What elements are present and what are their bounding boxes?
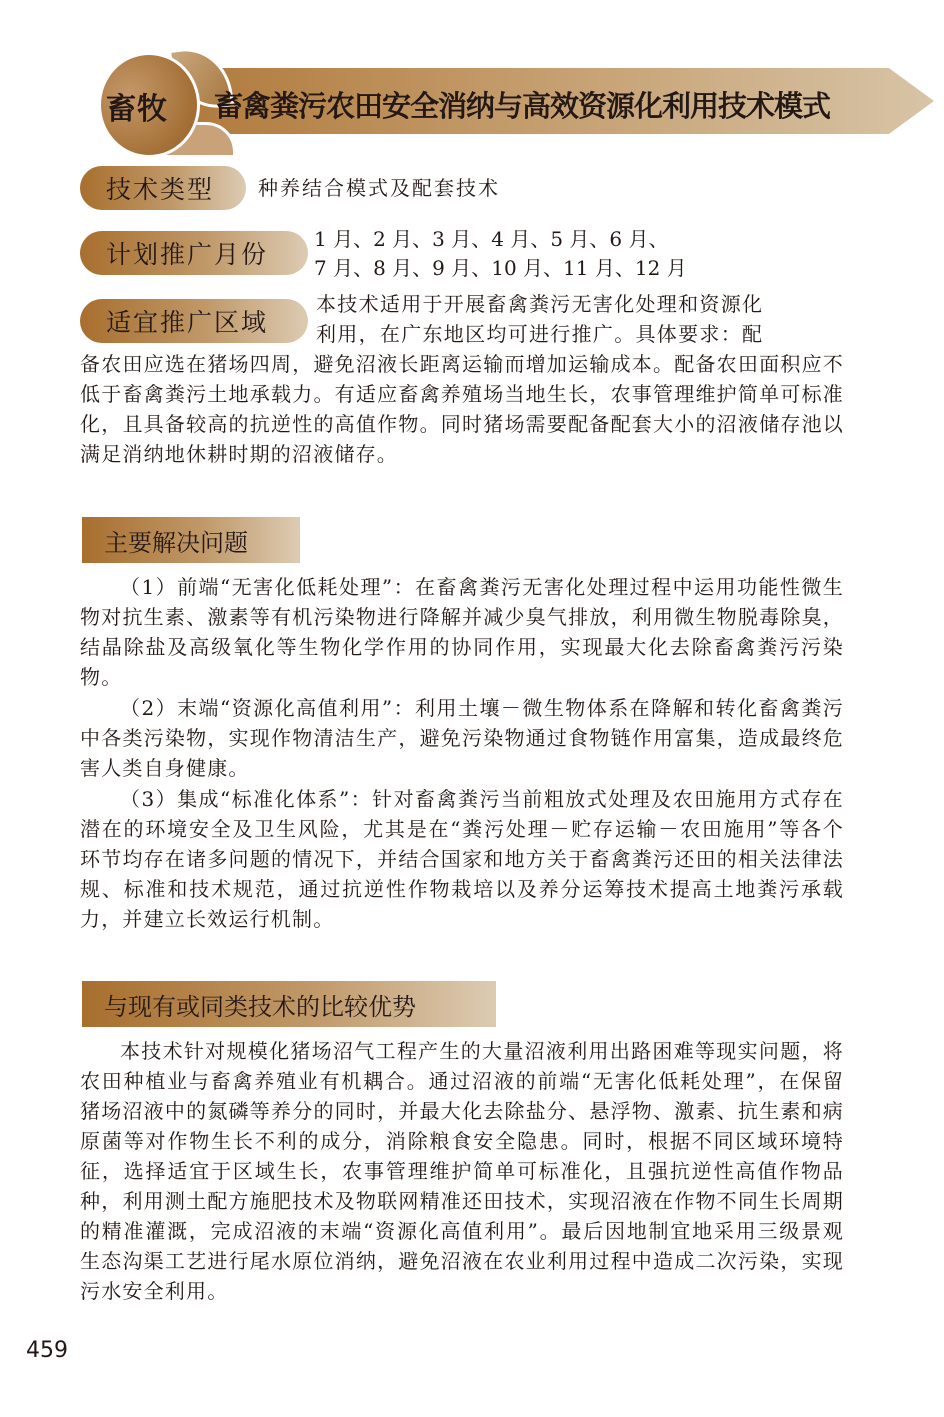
tech-type-label: 技术类型	[80, 166, 246, 210]
months-line-2: 7 月、8 月、9 月、10 月、11 月、12 月	[314, 256, 687, 280]
months-label: 计划推广月份	[80, 231, 308, 275]
months-line-1: 1 月、2 月、3 月、4 月、5 月、6 月、	[314, 227, 669, 251]
advantages-body: 本技术针对规模化猪场沼气工程产生的大量沼液利用出路困难等现实问题，将农田种植业与畜禽养殖业有机耦合。通过沼液的前端“无害化低耗处理”，在保留猪场沼液中的氮磷等养分的同时，并最大化去除盐分、悬浮物、激素、抗生素和病原菌等对作物生长不利的成分，消除粮食安全隐患。同时，根据不同区域环境特征，选择适宜于区域生长，农事管理维护简单可标准化，且强抗逆性高值作物品种，利用测土配方施肥技术及物联网精准还田技术，实现沼液在作物不同生长周期的精准灌溉，完成沼液的末端“资源化高值利用”。最后因地制宜地采用三级景观生态沟渠工艺进行尾水原位消纳，避免沼液在农业利用过程中造成二次污染，实现污水安全利用。	[80, 1039, 844, 1303]
region-body: 备农田应选在猪场四周，避免沼液长距离运输而增加运输成本。配备农田面积应不低于畜禽粪污土地承载力。有适应畜禽养殖场当地生长，农事管理维护简单可标准化，且具备较高的抗逆性的高值作物。同时猪场需要配备配套大小的沼液储存池以满足消纳地休耕时期的沼液储存。	[80, 352, 844, 466]
problem-item-2: （2）末端“资源化高值利用”：利用土壤－微生物体系在降解和转化畜禽粪污中各类污染物，实现作物清洁生产，避免污染物通过食物链作用富集，造成最终危害人类自身健康。	[80, 696, 844, 780]
page-number: 459	[26, 1338, 68, 1363]
category-label: 畜牧	[106, 92, 168, 127]
problem-item-3: （3）集成“标准化体系”：针对畜禽粪污当前粗放式处理及农田施用方式存在潜在的环境安全及卫生风险，尤其是在“粪污处理－贮存运输－农田施用”等各个环节均存在诸多问题的情况下，并结合国家和地方关于畜禽粪污还田的相关法律法规、标准和技术规范，通过抗逆性作物栽培以及养分运筹技术提高土地粪污承载力，并建立长效运行机制。	[80, 787, 844, 931]
section-heading-advantages: 与现有或同类技术的比较优势	[82, 981, 496, 1027]
tech-type-value: 种养结合模式及配套技术	[258, 176, 500, 200]
region-line-2: 利用，在广东地区均可进行推广。具体要求：配	[316, 322, 764, 346]
page-header	[94, 40, 854, 150]
region-line-1: 本技术适用于开展畜禽粪污无害化处理和资源化	[316, 292, 764, 316]
page-title: 畜禽粪污农田安全消纳与高效资源化利用技术模式	[214, 89, 831, 123]
problem-item-1: （1）前端“无害化低耗处理”：在畜禽粪污无害化处理过程中运用功能性微生物对抗生素、激素等有机污染物进行降解并减少臭气排放，利用微生物脱毒除臭，结晶除盐及高级氧化等生物化学作用的协同作用，实现最大化去除畜禽粪污污染物。	[80, 575, 844, 689]
region-label: 适宜推广区域	[80, 299, 308, 343]
section-heading-problems: 主要解决问题	[82, 517, 300, 563]
